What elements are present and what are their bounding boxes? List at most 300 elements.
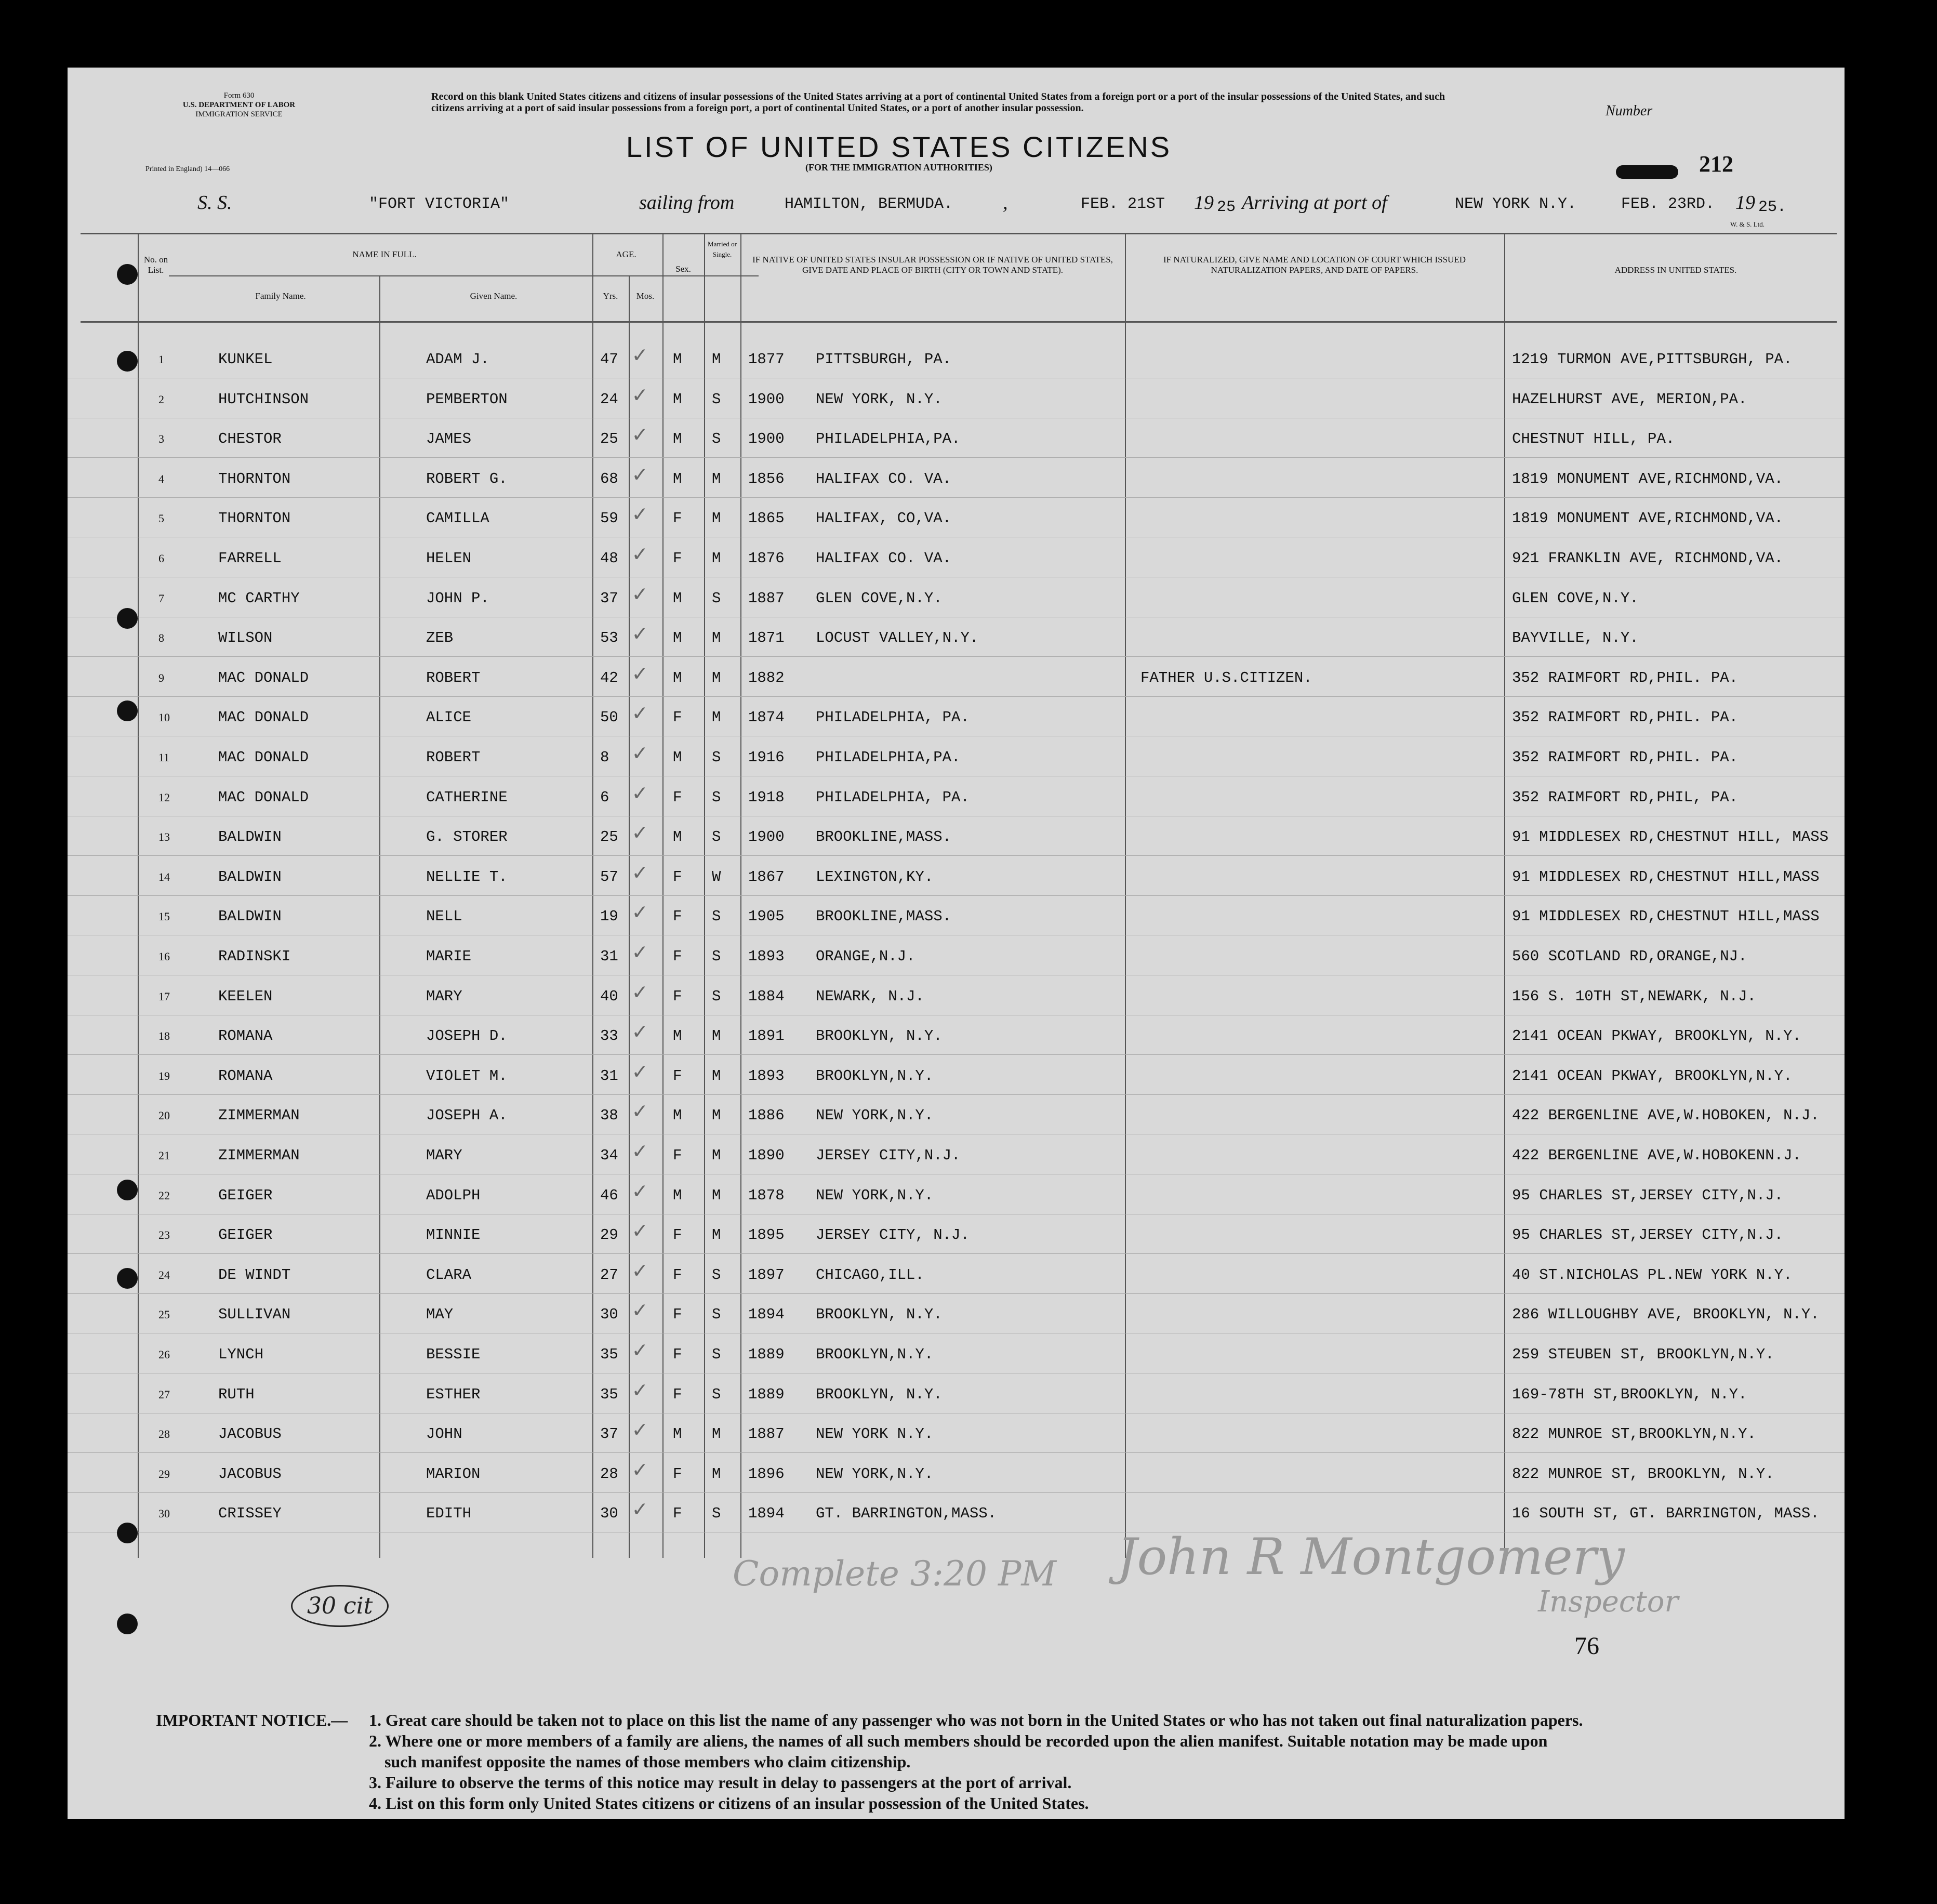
birth-year: 1877	[748, 351, 785, 368]
row-number: 16	[158, 950, 170, 963]
passenger-row	[68, 821, 1845, 868]
birth-year: 1856	[748, 470, 785, 487]
marital-status: S	[712, 749, 721, 766]
address: 422 BERGENLINE AVE,W.HOBOKENN.J.	[1512, 1147, 1801, 1164]
passenger-row	[68, 543, 1845, 589]
check-mark-icon: ✓	[633, 1020, 647, 1047]
marital-status: W	[712, 868, 721, 885]
birth-year: 1887	[748, 1425, 785, 1443]
passenger-row	[68, 503, 1845, 549]
passenger-row	[68, 462, 1845, 510]
check-mark-icon: ✓	[633, 821, 647, 848]
check-mark-icon: ✓	[633, 503, 647, 529]
given-name: NELLIE T.	[426, 868, 508, 885]
sex: F	[673, 948, 682, 965]
given-name: CAMILLA	[426, 510, 489, 527]
family-name: MAC DONALD	[218, 749, 309, 766]
check-mark-icon: ✓	[633, 742, 647, 768]
sailing-label: sailing from	[639, 192, 735, 214]
age: 30	[600, 1505, 618, 1523]
birth-year: 1884	[748, 987, 785, 1005]
row-rule	[68, 1094, 1845, 1095]
birth-place: PHILADELPHIA,PA.	[816, 749, 961, 766]
row-number: 9	[158, 671, 164, 684]
sex: M	[673, 589, 682, 607]
marital-status: M	[712, 1226, 721, 1244]
age: 40	[600, 987, 618, 1005]
age: 28	[600, 1465, 618, 1483]
birth-place: BROOKLYN, N.Y.	[816, 1027, 943, 1045]
marital-status: M	[712, 1147, 721, 1164]
row-number: 17	[158, 989, 170, 1003]
check-mark-icon: ✓	[633, 702, 647, 728]
check-mark-icon: ✓	[633, 901, 647, 927]
family-name: CRISSEY	[218, 1505, 282, 1523]
passenger-row	[68, 383, 1845, 430]
ss-label: S. S.	[197, 192, 232, 214]
row-number: 19	[158, 1069, 170, 1082]
marital-status: M	[712, 1107, 721, 1125]
marital-status: M	[712, 351, 721, 368]
row-number: 26	[158, 1348, 170, 1361]
birth-year: 1918	[748, 788, 785, 806]
row-number: 25	[158, 1308, 170, 1321]
family-name: WILSON	[218, 629, 273, 647]
family-name: JACOBUS	[218, 1465, 282, 1483]
given-name: VIOLET M.	[426, 1067, 508, 1085]
marital-status: S	[712, 1306, 721, 1324]
col-married: Married or Single.	[708, 240, 737, 258]
birth-year: 1890	[748, 1147, 785, 1164]
age: 24	[600, 390, 618, 408]
birth-place: LOCUST VALLEY,N.Y.	[816, 629, 979, 647]
given-name: MAY	[426, 1306, 454, 1324]
birth-year: 1894	[748, 1306, 785, 1324]
check-mark-icon: ✓	[633, 1219, 647, 1246]
given-name: MARION	[426, 1465, 481, 1483]
birth-year: 1897	[748, 1266, 785, 1284]
row-number: 20	[158, 1109, 170, 1122]
family-name: HUTCHINSON	[218, 390, 309, 408]
address: 352 RAIMFORT RD,PHIL. PA.	[1512, 709, 1739, 726]
age: 27	[600, 1266, 618, 1284]
row-number: 4	[158, 472, 164, 485]
sex: M	[673, 430, 682, 448]
check-mark-icon: ✓	[633, 1259, 647, 1285]
age: 6	[600, 788, 609, 806]
birth-place: BROOKLYN,N.Y.	[816, 1067, 934, 1085]
family-name: ROMANA	[218, 1027, 273, 1045]
birth-place: BROOKLINE,MASS.	[816, 828, 952, 846]
address: 286 WILLOUGHBY AVE, BROOKLYN, N.Y.	[1512, 1306, 1820, 1324]
department: U.S. DEPARTMENT OF LABOR	[182, 101, 296, 109]
passenger-row	[68, 1060, 1845, 1107]
age: 68	[600, 470, 618, 487]
given-name: NELL	[426, 908, 462, 925]
age: 37	[600, 1425, 618, 1443]
sex: F	[673, 1067, 682, 1085]
sex: M	[673, 629, 682, 647]
family-name: CHESTOR	[218, 430, 282, 448]
birth-year: 1876	[748, 550, 785, 567]
check-mark-icon: ✓	[633, 1418, 647, 1445]
marital-status: S	[712, 430, 721, 448]
sex: F	[673, 987, 682, 1005]
age: 57	[600, 868, 618, 885]
col-sex: Sex.	[675, 264, 691, 274]
family-name: BALDWIN	[218, 828, 282, 846]
birth-year: 1900	[748, 390, 785, 408]
age: 30	[600, 1306, 618, 1324]
notice-item: 4. List on this form only United States citizens or citizens of an insular possession of the United States.	[369, 1794, 1089, 1813]
family-name: THORNTON	[218, 470, 291, 487]
check-mark-icon: ✓	[633, 980, 647, 1007]
check-mark-icon: ✓	[633, 582, 647, 609]
birth-place: JERSEY CITY,N.J.	[816, 1147, 961, 1164]
family-name: JACOBUS	[218, 1425, 282, 1443]
address: 2141 OCEAN PKWAY, BROOKLYN,N.Y.	[1512, 1067, 1793, 1085]
check-mark-icon: ✓	[633, 861, 647, 887]
given-name: ROBERT	[426, 669, 481, 686]
punch-hole	[117, 1180, 138, 1200]
check-mark-icon: ✓	[633, 1498, 647, 1524]
row-number: 6	[158, 552, 164, 565]
check-mark-icon: ✓	[633, 941, 647, 967]
age: 35	[600, 1385, 618, 1403]
passenger-row	[68, 1418, 1845, 1465]
row-number: 8	[158, 631, 164, 645]
col-given-name: Given Name.	[470, 291, 518, 301]
family-name: RADINSKI	[218, 948, 291, 965]
check-mark-icon: ✓	[633, 1100, 647, 1126]
row-number: 3	[158, 432, 164, 446]
sex: M	[673, 470, 682, 487]
number-redaction	[1616, 165, 1678, 179]
row-number: 1	[158, 353, 164, 366]
subheader-rule	[169, 275, 759, 276]
punch-hole	[117, 608, 138, 629]
age: 19	[600, 908, 618, 925]
family-name: DE WINDT	[218, 1266, 291, 1284]
row-number: 30	[158, 1507, 170, 1520]
address: 352 RAIMFORT RD,PHIL, PA.	[1512, 788, 1739, 806]
row-number: 14	[158, 870, 170, 883]
sailing-from: HAMILTON, BERMUDA.	[785, 195, 953, 213]
sex: M	[673, 1425, 682, 1443]
birth-year: 1886	[748, 1107, 785, 1125]
punch-hole	[117, 1268, 138, 1289]
col-native: IF NATIVE OF UNITED STATES INSULAR POSSESSION OR IF NATIVE OF UNITED STATES, GIVE DATE AND PLACE OF BIRTH (CITY OR TOWN AND STATE).	[752, 255, 1113, 275]
address: 352 RAIMFORT RD,PHIL. PA.	[1512, 749, 1739, 766]
passenger-row	[68, 1299, 1845, 1345]
form-header	[161, 91, 317, 119]
marital-status: M	[712, 510, 721, 527]
age: 48	[600, 550, 618, 567]
printed-note: Printed in England) 14—066	[145, 165, 230, 173]
check-mark-icon: ✓	[633, 622, 647, 649]
family-name: FARRELL	[218, 550, 282, 567]
page-subtitle: (FOR THE IMMIGRATION AUTHORITIES)	[805, 162, 992, 173]
arriving-label: Arriving at port of	[1242, 192, 1387, 214]
address: 91 MIDDLESEX RD,CHESTNUT HILL,MASS	[1512, 868, 1820, 885]
row-number: 11	[158, 751, 170, 764]
family-name: LYNCH	[218, 1346, 264, 1363]
given-name: CLARA	[426, 1266, 472, 1284]
punch-hole	[117, 1614, 138, 1634]
naturalization: FATHER U.S.CITIZEN.	[1140, 669, 1312, 686]
address: 16 SOUTH ST, GT. BARRINGTON, MASS.	[1512, 1505, 1820, 1523]
family-name: MC CARTHY	[218, 589, 300, 607]
row-number: 15	[158, 910, 170, 923]
row-rule	[68, 895, 1845, 896]
age: 31	[600, 948, 618, 965]
age: 46	[600, 1186, 618, 1204]
birth-place: CHICAGO,ILL.	[816, 1266, 924, 1284]
sex: F	[673, 1465, 682, 1483]
birth-place: BROOKLYN,N.Y.	[816, 1346, 934, 1363]
row-rule	[68, 497, 1845, 498]
page-number: 76	[1574, 1632, 1599, 1660]
row-number: 2	[158, 392, 164, 406]
family-name: RUTH	[218, 1385, 255, 1403]
row-number: 28	[158, 1427, 170, 1441]
age: 53	[600, 629, 618, 647]
marital-status: M	[712, 629, 721, 647]
given-name: ZEB	[426, 629, 454, 647]
birth-year: 1905	[748, 908, 785, 925]
given-name: ESTHER	[426, 1385, 481, 1403]
birth-place: PHILADELPHIA,PA.	[816, 430, 961, 448]
given-name: HELEN	[426, 550, 472, 567]
row-rule	[68, 1253, 1845, 1254]
check-mark-icon: ✓	[633, 781, 647, 808]
passenger-row	[68, 582, 1845, 629]
row-rule	[68, 1054, 1845, 1055]
address: 156 S. 10TH ST,NEWARK, N.J.	[1512, 987, 1756, 1005]
birth-year: 1882	[748, 669, 785, 686]
passenger-row	[68, 861, 1845, 908]
notice-item: 1. Great care should be taken not to place on this list the name of any passenger who was not born in the United States or who has not taken out final naturalization papers.	[369, 1711, 1583, 1729]
marital-status: M	[712, 1027, 721, 1045]
birth-place: JERSEY CITY, N.J.	[816, 1226, 970, 1244]
marital-status: M	[712, 1067, 721, 1085]
arrive-date: FEB. 23RD.	[1621, 195, 1715, 213]
sex: M	[673, 1107, 682, 1125]
birth-place: GT. BARRINGTON,MASS.	[816, 1505, 997, 1523]
marital-status: S	[712, 1505, 721, 1523]
manifest-sheet	[68, 68, 1845, 1819]
arrival-port: NEW YORK N.Y.	[1455, 195, 1577, 213]
given-name: EDITH	[426, 1505, 472, 1523]
birth-place: NEW YORK,N.Y.	[816, 1465, 934, 1483]
handwritten-complete: Complete 3:20 PM	[733, 1554, 1056, 1594]
birth-place: LEXINGTON,KY.	[816, 868, 934, 885]
family-name: KEELEN	[218, 987, 273, 1005]
given-name: JOHN	[426, 1425, 462, 1443]
marital-status: S	[712, 828, 721, 846]
address: 822 MUNROE ST, BROOKLYN, N.Y.	[1512, 1465, 1774, 1483]
passenger-row	[68, 1458, 1845, 1505]
col-no: No. on List.	[143, 255, 168, 275]
number-value: 212	[1699, 151, 1733, 177]
number-label: Number	[1606, 103, 1653, 119]
sex: F	[673, 709, 682, 726]
passenger-row	[68, 1219, 1845, 1266]
arrive-year-prefix: 19	[1735, 192, 1755, 214]
check-mark-icon: ✓	[633, 1179, 647, 1206]
sex: M	[673, 1027, 682, 1045]
birth-year: 1889	[748, 1385, 785, 1403]
printer-mark: W. & S. Ltd.	[1730, 220, 1764, 228]
punch-hole	[117, 700, 138, 721]
sex: M	[673, 669, 682, 686]
passenger-row	[68, 343, 1845, 390]
address: CHESTNUT HILL, PA.	[1512, 430, 1675, 448]
row-number: 13	[158, 830, 170, 844]
birth-year: 1893	[748, 1067, 785, 1085]
family-name: GEIGER	[218, 1186, 273, 1204]
family-name: MAC DONALD	[218, 788, 309, 806]
marital-status: M	[712, 550, 721, 567]
marital-status: S	[712, 788, 721, 806]
punch-hole	[117, 1523, 138, 1543]
page-title: LIST OF UNITED STATES CITIZENS	[626, 130, 1172, 163]
address: 560 SCOTLAND RD,ORANGE,NJ.	[1512, 948, 1747, 965]
birth-place: GLEN COVE,N.Y.	[816, 589, 943, 607]
row-rule	[68, 855, 1845, 856]
passenger-row	[68, 662, 1845, 709]
given-name: BESSIE	[426, 1346, 481, 1363]
birth-place: NEWARK, N.J.	[816, 987, 924, 1005]
row-number: 23	[158, 1228, 170, 1242]
row-number: 21	[158, 1149, 170, 1162]
sex: M	[673, 749, 682, 766]
record-instructions: Record on this blank United States citizens and citizens of insular possessions of the United States arriving at a port of continental United States from a foreign port or a port of the insular possessions of the United States, and such citizens arriving at a port of said insular possessions from a foreign port, a port of continental United States, or a port of another insular possession.	[431, 91, 1445, 114]
depart-year: 25	[1217, 199, 1236, 216]
marital-status: S	[712, 1266, 721, 1284]
passenger-row	[68, 1140, 1845, 1186]
birth-place: PHILADELPHIA, PA.	[816, 788, 970, 806]
given-name: JOSEPH D.	[426, 1027, 508, 1045]
sex: F	[673, 1385, 682, 1403]
birth-place: HALIFAX, CO,VA.	[816, 510, 952, 527]
passenger-row	[68, 941, 1845, 987]
age: 37	[600, 589, 618, 607]
sex: M	[673, 351, 682, 368]
given-name: MARIE	[426, 948, 472, 965]
address: 91 MIDDLESEX RD,CHESTNUT HILL,MASS	[1512, 908, 1820, 925]
given-name: JOHN P.	[426, 589, 489, 607]
ship-name: "FORT VICTORIA"	[369, 195, 510, 213]
age: 47	[600, 351, 618, 368]
check-mark-icon: ✓	[633, 1339, 647, 1365]
passenger-row	[68, 1378, 1845, 1425]
age: 42	[600, 669, 618, 686]
birth-place: PHILADELPHIA, PA.	[816, 709, 970, 726]
passenger-row	[68, 1100, 1845, 1146]
passenger-row	[68, 423, 1845, 470]
sex: F	[673, 1266, 682, 1284]
address: GLEN COVE,N.Y.	[1512, 589, 1639, 607]
voyage-line	[197, 191, 1834, 217]
birth-place: PITTSBURGH, PA.	[816, 351, 952, 368]
marital-status: S	[712, 908, 721, 925]
check-mark-icon: ✓	[633, 383, 647, 409]
passenger-row	[68, 742, 1845, 788]
age: 29	[600, 1226, 618, 1244]
birth-place: BROOKLINE,MASS.	[816, 908, 952, 925]
family-name: GEIGER	[218, 1226, 273, 1244]
col-age: AGE.	[616, 249, 636, 259]
age: 50	[600, 709, 618, 726]
birth-place: NEW YORK,N.Y.	[816, 1186, 934, 1204]
age: 35	[600, 1346, 618, 1363]
row-number: 10	[158, 711, 170, 724]
punch-hole	[117, 264, 138, 285]
given-name: ALICE	[426, 709, 472, 726]
passenger-row	[68, 622, 1845, 669]
col-name-in-full: NAME IN FULL.	[352, 249, 417, 259]
age: 33	[600, 1027, 618, 1045]
family-name: ZIMMERMAN	[218, 1147, 300, 1164]
birth-place: ORANGE,N.J.	[816, 948, 916, 965]
birth-year: 1874	[748, 709, 785, 726]
sex: F	[673, 1226, 682, 1244]
address: 352 RAIMFORT RD,PHIL. PA.	[1512, 669, 1739, 686]
marital-status: S	[712, 1346, 721, 1363]
address: 40 ST.NICHOLAS PL.NEW YORK N.Y.	[1512, 1266, 1793, 1284]
inspector-signature: John R Montgomery	[1117, 1528, 1625, 1586]
check-mark-icon: ✓	[633, 662, 647, 688]
service: IMMIGRATION SERVICE	[195, 110, 283, 118]
marital-status: S	[712, 589, 721, 607]
row-rule	[68, 656, 1845, 657]
birth-place: NEW YORK,N.Y.	[816, 1107, 934, 1125]
comma-1: ,	[1003, 192, 1008, 214]
family-name: THORNTON	[218, 510, 291, 527]
row-number: 22	[158, 1188, 170, 1202]
address: HAZELHURST AVE, MERION,PA.	[1512, 390, 1747, 408]
birth-year: 1894	[748, 1505, 785, 1523]
address: 822 MUNROE ST,BROOKLYN,N.Y.	[1512, 1425, 1756, 1443]
age: 31	[600, 1067, 618, 1085]
marital-status: M	[712, 669, 721, 686]
age: 25	[600, 430, 618, 448]
check-mark-icon: ✓	[633, 1060, 647, 1086]
birth-place: NEW YORK N.Y.	[816, 1425, 934, 1443]
family-name: ZIMMERMAN	[218, 1107, 300, 1125]
birth-year: 1900	[748, 828, 785, 846]
sex: M	[673, 828, 682, 846]
family-name: BALDWIN	[218, 868, 282, 885]
marital-status: M	[712, 1186, 721, 1204]
row-number: 29	[158, 1467, 170, 1480]
birth-year: 1900	[748, 430, 785, 448]
birth-year: 1878	[748, 1186, 785, 1204]
table-top-rule	[81, 233, 1837, 234]
marital-status: M	[712, 709, 721, 726]
row-number: 24	[158, 1268, 170, 1281]
notice-lead: IMPORTANT NOTICE.—	[156, 1711, 348, 1729]
address: 1819 MONUMENT AVE,RICHMOND,VA.	[1512, 510, 1784, 527]
notice-item: 3. Failure to observe the terms of this notice may result in delay to passengers at the port of arrival.	[369, 1773, 1072, 1792]
age: 59	[600, 510, 618, 527]
passenger-row	[68, 901, 1845, 947]
sex: M	[673, 390, 682, 408]
col-yrs: Yrs.	[603, 291, 618, 301]
birth-place: HALIFAX CO. VA.	[816, 470, 952, 487]
address: 95 CHARLES ST,JERSEY CITY,N.J.	[1512, 1186, 1784, 1204]
